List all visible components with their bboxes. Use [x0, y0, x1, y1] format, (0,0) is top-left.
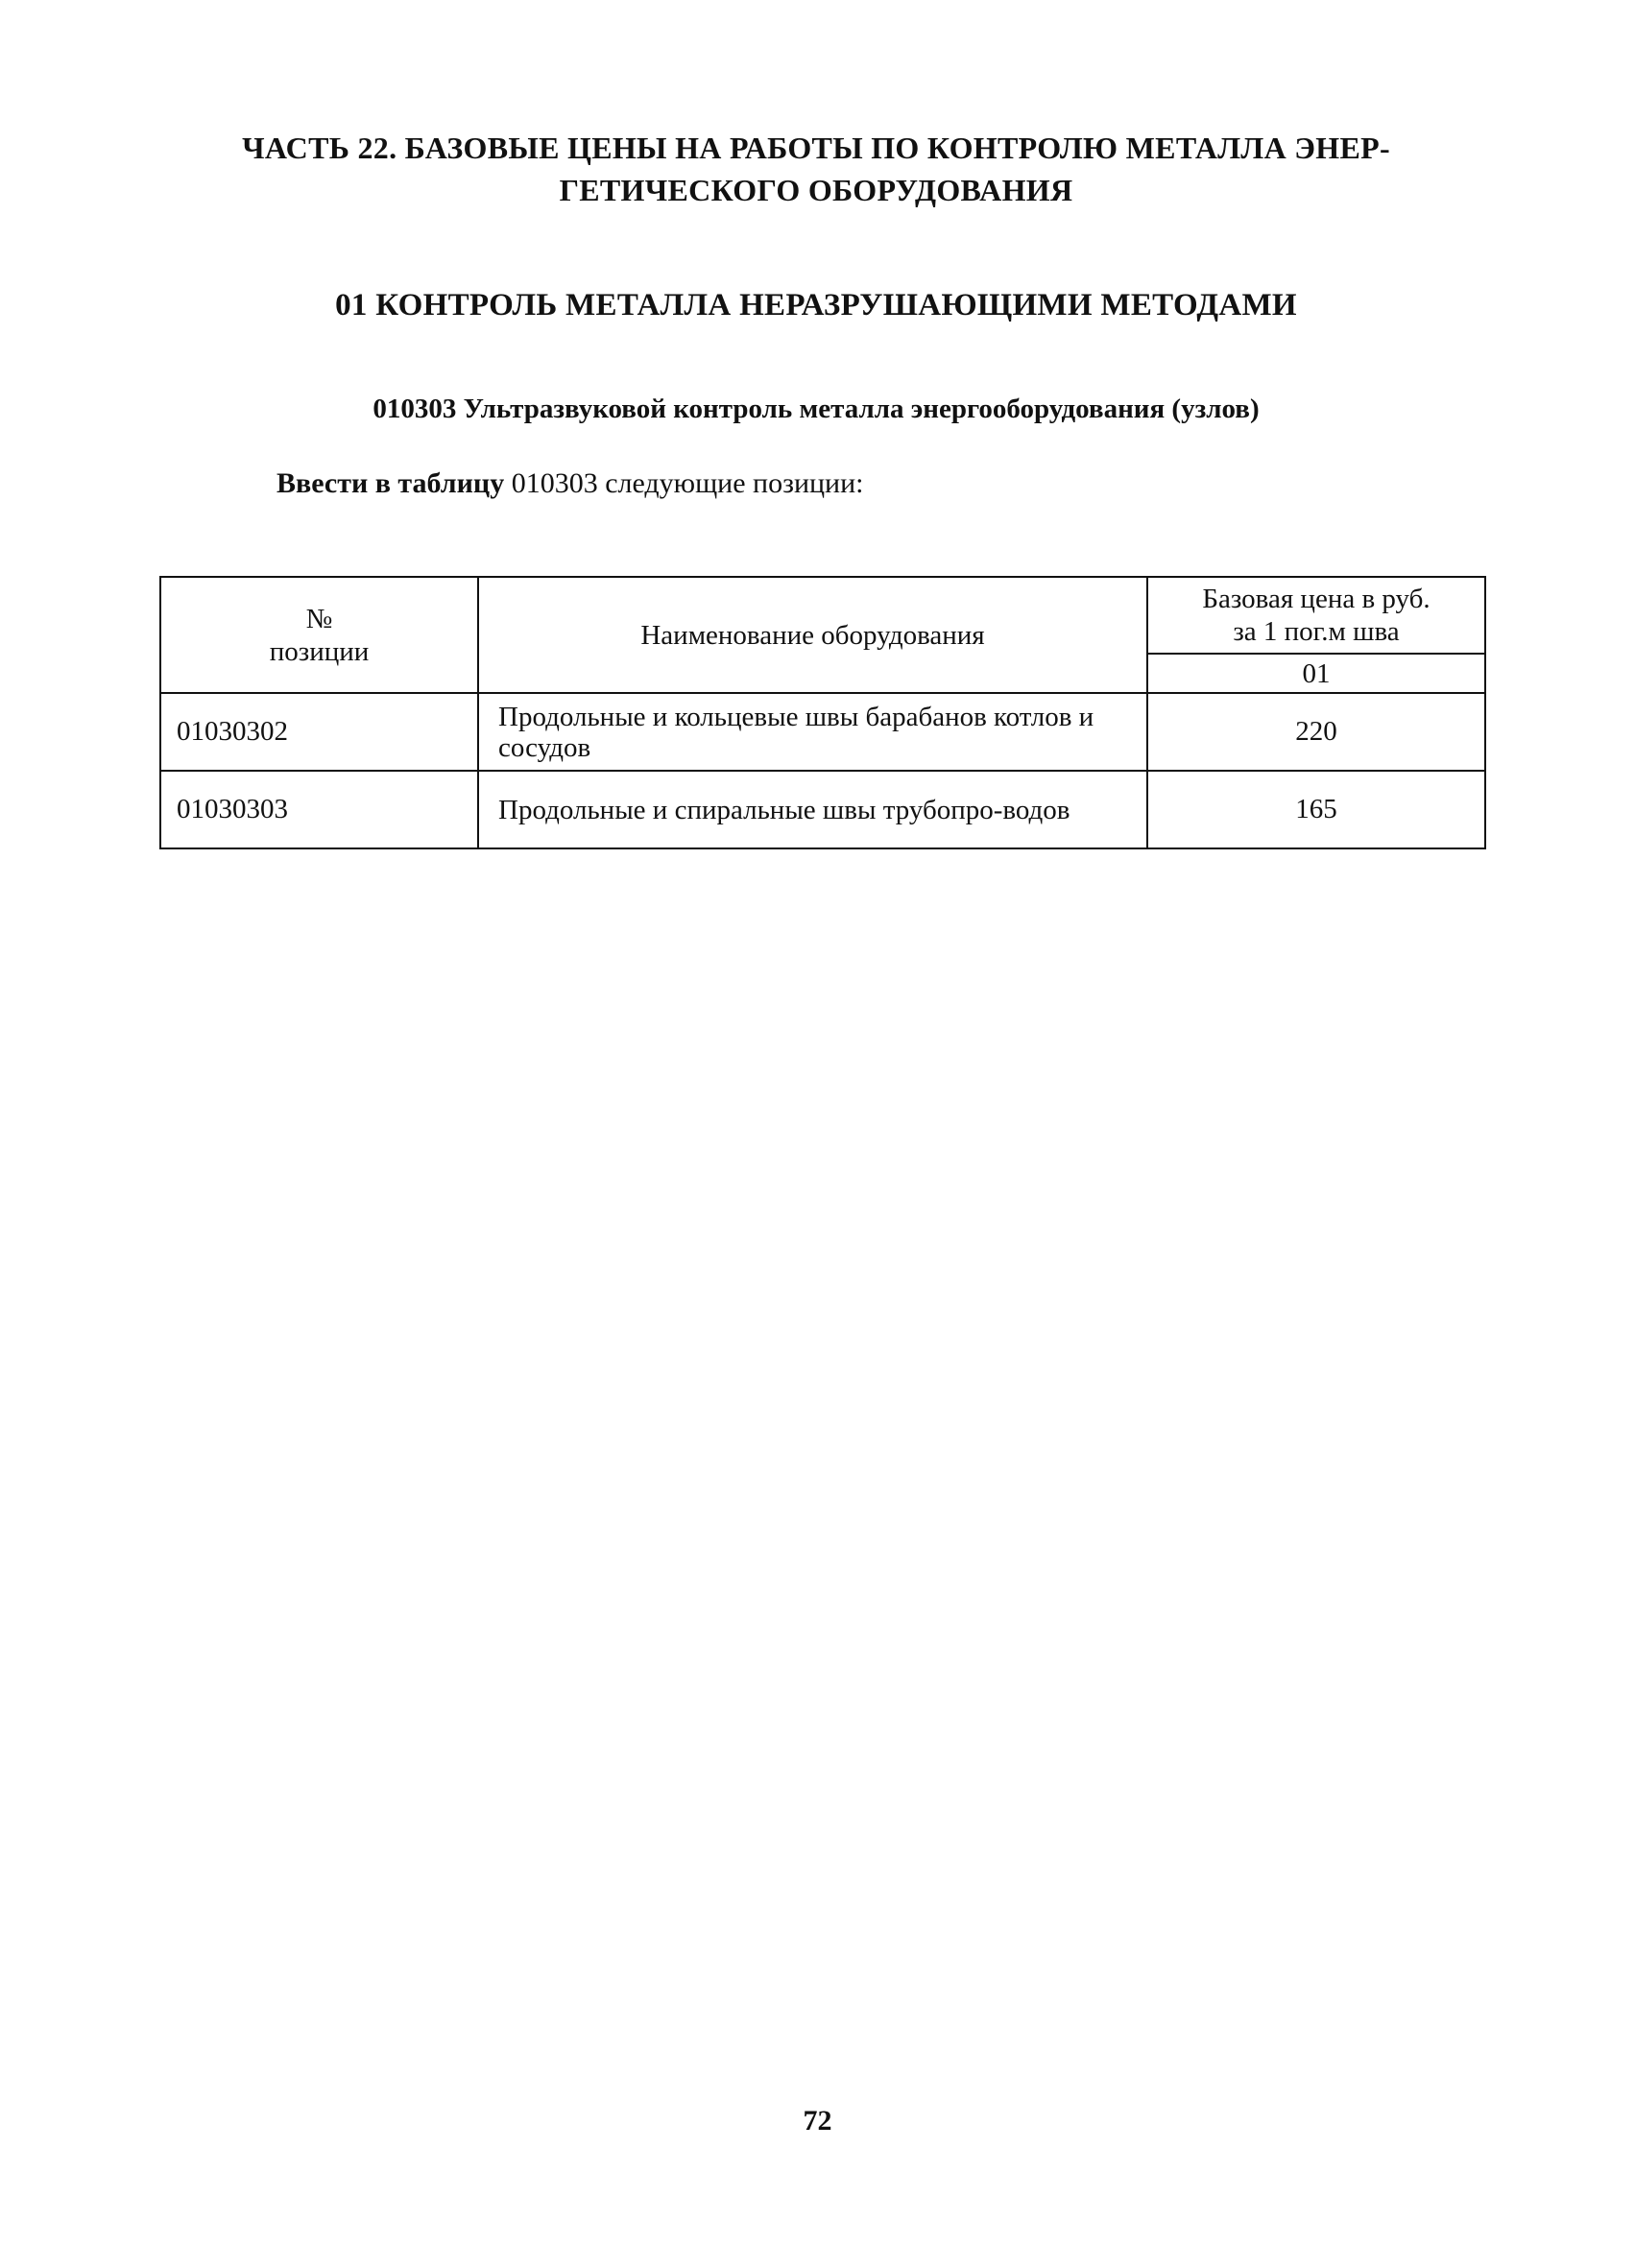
part-title-line-2: ГЕТИЧЕСКОГО ОБОРУДОВАНИЯ: [559, 173, 1073, 207]
table-row: [160, 693, 1485, 771]
row-equipment-name: Продольные и кольцевые швы барабанов котлов и сосудов: [478, 693, 1147, 771]
row-base-price: 165: [1147, 771, 1485, 848]
header-position-label: позиции: [269, 635, 370, 667]
header-price-line-2: за 1 пог.м шва: [1233, 616, 1400, 647]
header-position-number: [160, 577, 478, 693]
part-title: [144, 127, 1488, 211]
header-base-price: [1147, 577, 1485, 654]
table-row: [160, 771, 1485, 848]
header-price-line-1: Базовая цена в руб.: [1202, 584, 1431, 614]
header-price-code: 01: [1147, 654, 1485, 693]
instruction-bold: Ввести в таблицу: [277, 467, 505, 499]
price-table: [159, 576, 1486, 849]
row-base-price: 220: [1147, 693, 1485, 771]
part-title-line-1: ЧАСТЬ 22. БАЗОВЫЕ ЦЕНЫ НА РАБОТЫ ПО КОНТРОЛЮ МЕТАЛЛА ЭНЕР-: [242, 131, 1390, 165]
instruction-text: [277, 465, 864, 503]
row-position-number: 01030302: [160, 693, 478, 771]
subsection-title: 010303 Ультразвуковой контроль металла энергооборудования (узлов): [373, 394, 1260, 424]
header-number-sign: №: [305, 603, 333, 634]
row-position-number: 01030303: [160, 771, 478, 848]
row-equipment-name: Продольные и спиральные швы трубопро-водов: [478, 771, 1147, 848]
header-equipment-name: Наименование оборудования: [478, 577, 1147, 693]
page-number: 72: [803, 2105, 832, 2137]
section-title: 01 КОНТРОЛЬ МЕТАЛЛА НЕРАЗРУШАЮЩИМИ МЕТОДАМИ: [335, 288, 1297, 322]
instruction-rest: 010303 следующие позиции:: [504, 467, 864, 499]
